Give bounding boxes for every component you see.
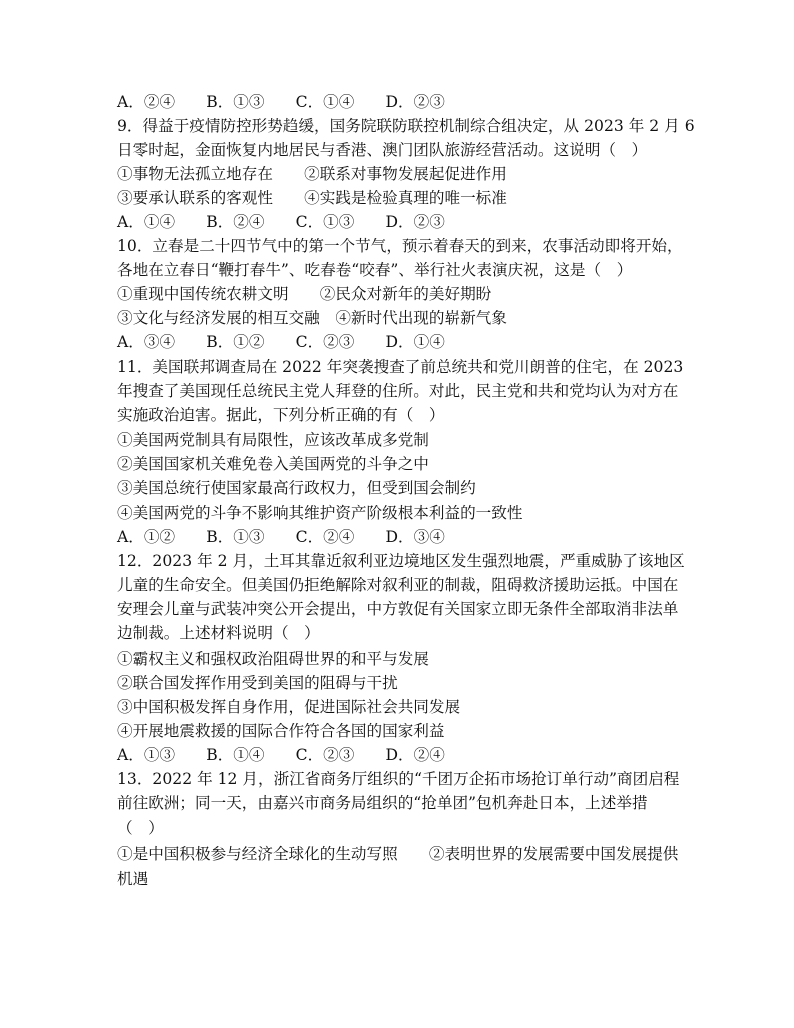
q11-stem-line-2: 年搜查了美国现任总统民主党人拜登的住所。对此，民主党和共和党均认为对方在 xyxy=(117,382,679,400)
q9-statements-3-4: ③要承认联系的客观性 ④实践是检验真理的唯一标准 xyxy=(117,189,507,207)
q10-statements-1-2: ①重现中国传统农耕文明 ②民众对新年的美好期盼 xyxy=(117,285,492,303)
q13-statement-2-cont: 机遇 xyxy=(117,870,149,888)
q10-statements-3-4: ③文化与经济发展的相互交融 ④新时代出现的崭新气象 xyxy=(117,309,507,327)
q12-stem-line-1: 12．2023 年 2 月，土耳其靠近叙利亚边境地区发生强烈地震，严重威胁了该地区 xyxy=(117,552,685,570)
q12-statement-1: ①霸权主义和强权政治阻碍世界的和平与发展 xyxy=(117,650,429,668)
q11-statement-4: ④美国两党的斗争不影响其维护资产阶级根本利益的一致性 xyxy=(117,504,523,522)
q8-options: A．②④ B．①③ C．①④ D．②③ xyxy=(117,93,445,111)
q12-statement-2: ②联合国发挥作用受到美国的阻碍与干扰 xyxy=(117,674,398,692)
q12-options: A．①③ B．①④ C．②③ D．②④ xyxy=(117,746,445,764)
q12-stem-line-2: 儿童的生命安全。但美国仍拒绝解除对叙利亚的制裁，阻碍救济援助运抵。中国在 xyxy=(117,576,679,594)
q13-stem-line-1: 13．2022 年 12 月，浙江省商务厅组织的“千团万企拓市场抢订单行动”商团启程 xyxy=(117,770,680,788)
q13-statements-1-2: ①是中国积极参与经济全球化的生动写照 ②表明世界的发展需要中国发展提供 xyxy=(117,845,679,863)
q10-stem-line-1: 10．立春是二十四节气中的第一个节气，预示着春天的到来，农事活动即将开始， xyxy=(117,237,683,255)
q9-stem-line-2: 日零时起，金面恢复内地居民与香港、澳门团队旅游经营活动。这说明（ ） xyxy=(117,141,648,159)
q12-stem-line-4: 边制裁。上述材料说明（ ） xyxy=(117,624,320,642)
q11-statement-2: ②美国国家机关难免卷入美国两党的斗争之中 xyxy=(117,455,429,473)
q9-stem-line-1: 9．得益于疫情防控形势趋缓，国务院联防联控机制综合组决定，从 2023 年 2 月 6 xyxy=(117,117,695,135)
q11-statement-3: ③美国总统行使国家最高行政权力，但受到国会制约 xyxy=(117,479,476,497)
q11-stem-line-3: 实施政治迫害。据此，下列分析正确的有（ ） xyxy=(117,406,445,424)
q13-stem-line-2: 前往欧洲；同一天，由嘉兴市商务局组织的“抢单团”包机奔赴日本，上述举措 xyxy=(117,794,648,812)
q12-stem-line-3: 安理会儿童与武装冲突公开会提出，中方敦促有关国家立即无条件全部取消非法单 xyxy=(117,600,679,618)
q11-options: A．①② B．①③ C．②④ D．③④ xyxy=(117,528,445,546)
q13-stem-line-3: （ ） xyxy=(117,819,164,837)
q10-stem-line-2: 各地在立春日“鞭打春牛”、吃春卷“咬春”、举行社火表演庆祝，这是（ ） xyxy=(117,261,633,279)
q11-statement-1: ①美国两党制具有局限性，应该改革成多党制 xyxy=(117,431,429,449)
q11-stem-line-1: 11．美国联邦调查局在 2022 年突袭搜查了前总统共和党川朗普的住宅，在 2023 xyxy=(117,358,684,376)
q12-statement-4: ④开展地震救援的国际合作符合各国的国家利益 xyxy=(117,722,445,740)
q9-statements-1-2: ①事物无法孤立地存在 ②联系对事物发展起促进作用 xyxy=(117,165,507,183)
q12-statement-3: ③中国积极发挥自身作用，促进国际社会共同发展 xyxy=(117,698,461,716)
q9-options: A．①④ B．②④ C．①③ D．②③ xyxy=(117,213,445,231)
q10-options: A．③④ B．①② C．②③ D．①④ xyxy=(117,333,445,351)
